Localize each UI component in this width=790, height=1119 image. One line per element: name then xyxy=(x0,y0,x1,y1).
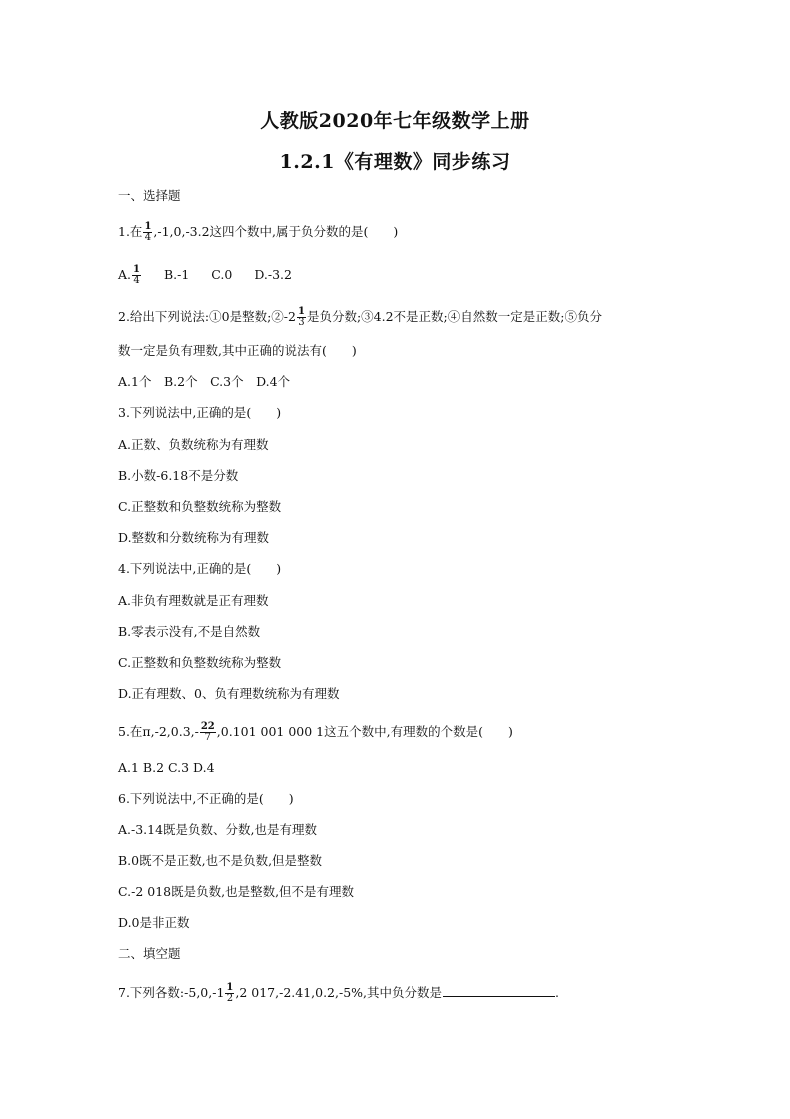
q5-suffix: ,0.101 001 000 1这五个数中,有理数的个数是( ) xyxy=(216,724,513,739)
question-7-stem xyxy=(118,983,559,1004)
q2-suffix: 是负分数;③4.2不是正数;④自然数一定是正数;⑤负分 xyxy=(306,309,602,324)
q1-frac-numerator: 1 xyxy=(144,221,152,232)
question-3-option-a: A.正数、负数统称为有理数 xyxy=(118,437,269,452)
q7-end: . xyxy=(555,985,559,1000)
document-title: 人教版2020年七年级数学上册 xyxy=(260,110,530,132)
q1-fraction xyxy=(143,222,152,243)
q1-frac-denominator: 4 xyxy=(144,232,152,243)
question-4-option-a: A.非负有理数就是正有理数 xyxy=(118,593,269,608)
q5-fraction xyxy=(200,722,216,743)
q1-option-a-numerator: 1 xyxy=(133,264,140,275)
question-6-option-b: B.0既不是正数,也不是负数,但是整数 xyxy=(118,853,323,868)
q5-prefix: 5.在π,-2,0.3,- xyxy=(118,724,199,739)
question-6-stem: 6.下列说法中,不正确的是( ) xyxy=(118,791,294,806)
question-3-stem: 3.下列说法中,正确的是( ) xyxy=(118,405,282,420)
question-3-option-c: C.正整数和负整数统称为整数 xyxy=(118,499,282,514)
q7-frac-denominator: 2 xyxy=(226,993,234,1004)
question-1-options xyxy=(118,265,292,286)
q1-option-d: D.-3.2 xyxy=(254,267,292,282)
question-2-options: A.1个 B.2个 C.3个 D.4个 xyxy=(118,374,291,389)
q7-fraction xyxy=(225,983,234,1004)
q2-frac-numerator: 1 xyxy=(297,306,305,317)
question-5-stem xyxy=(118,722,513,743)
question-4-option-c: C.正整数和负整数统称为整数 xyxy=(118,655,282,670)
q7-suffix: ,2 017,-2.41,0.2,-5%,其中负分数是 xyxy=(235,985,443,1000)
question-6-option-c: C.-2 018既是负数,也是整数,但不是有理数 xyxy=(118,884,355,899)
document-subtitle: 1.2.1《有理数》同步练习 xyxy=(279,151,511,173)
question-4-stem: 4.下列说法中,正确的是( ) xyxy=(118,561,282,576)
q2-fraction xyxy=(297,307,306,328)
question-3-option-d: D.整数和分数统称为有理数 xyxy=(118,530,270,545)
question-4-option-d: D.正有理数、0、负有理数统称为有理数 xyxy=(118,686,340,701)
question-2-stem-continued: 数一定是负有理数,其中正确的说法有( ) xyxy=(118,343,357,358)
question-2-stem xyxy=(118,307,602,328)
section-heading-choice: 一、选择题 xyxy=(118,188,181,203)
q1-option-a-prefix: A. xyxy=(118,267,132,282)
q5-frac-denominator: 7 xyxy=(204,732,211,743)
q1-suffix: ,-1,0,-3.2这四个数中,属于负分数的是( ) xyxy=(153,224,399,239)
section-heading-fill: 二、填空题 xyxy=(118,946,181,961)
q1-prefix: 1.在 xyxy=(118,224,143,239)
q5-frac-numerator: 22 xyxy=(200,721,215,732)
question-4-option-b: B.零表示没有,不是自然数 xyxy=(118,624,261,639)
q1-option-c: C.0 xyxy=(211,267,233,282)
q1-option-a-fraction xyxy=(132,265,141,286)
question-1-stem xyxy=(118,222,398,243)
question-3-option-b: B.小数-6.18不是分数 xyxy=(118,468,239,483)
question-6-option-a: A.-3.14既是负数、分数,也是有理数 xyxy=(118,822,318,837)
question-6-option-d: D.0是非正数 xyxy=(118,915,190,930)
q2-prefix: 2.给出下列说法:①0是整数;②-2 xyxy=(118,309,296,324)
q7-frac-numerator: 1 xyxy=(226,982,234,993)
q2-frac-denominator: 3 xyxy=(298,317,305,328)
q7-answer-blank[interactable] xyxy=(443,984,555,997)
q1-option-b: B.-1 xyxy=(163,267,190,282)
q1-option-a-denominator: 4 xyxy=(133,275,140,286)
question-5-options: A.1 B.2 C.3 D.4 xyxy=(118,760,215,775)
q7-prefix: 7.下列各数:-5,0,-1 xyxy=(118,985,225,1000)
